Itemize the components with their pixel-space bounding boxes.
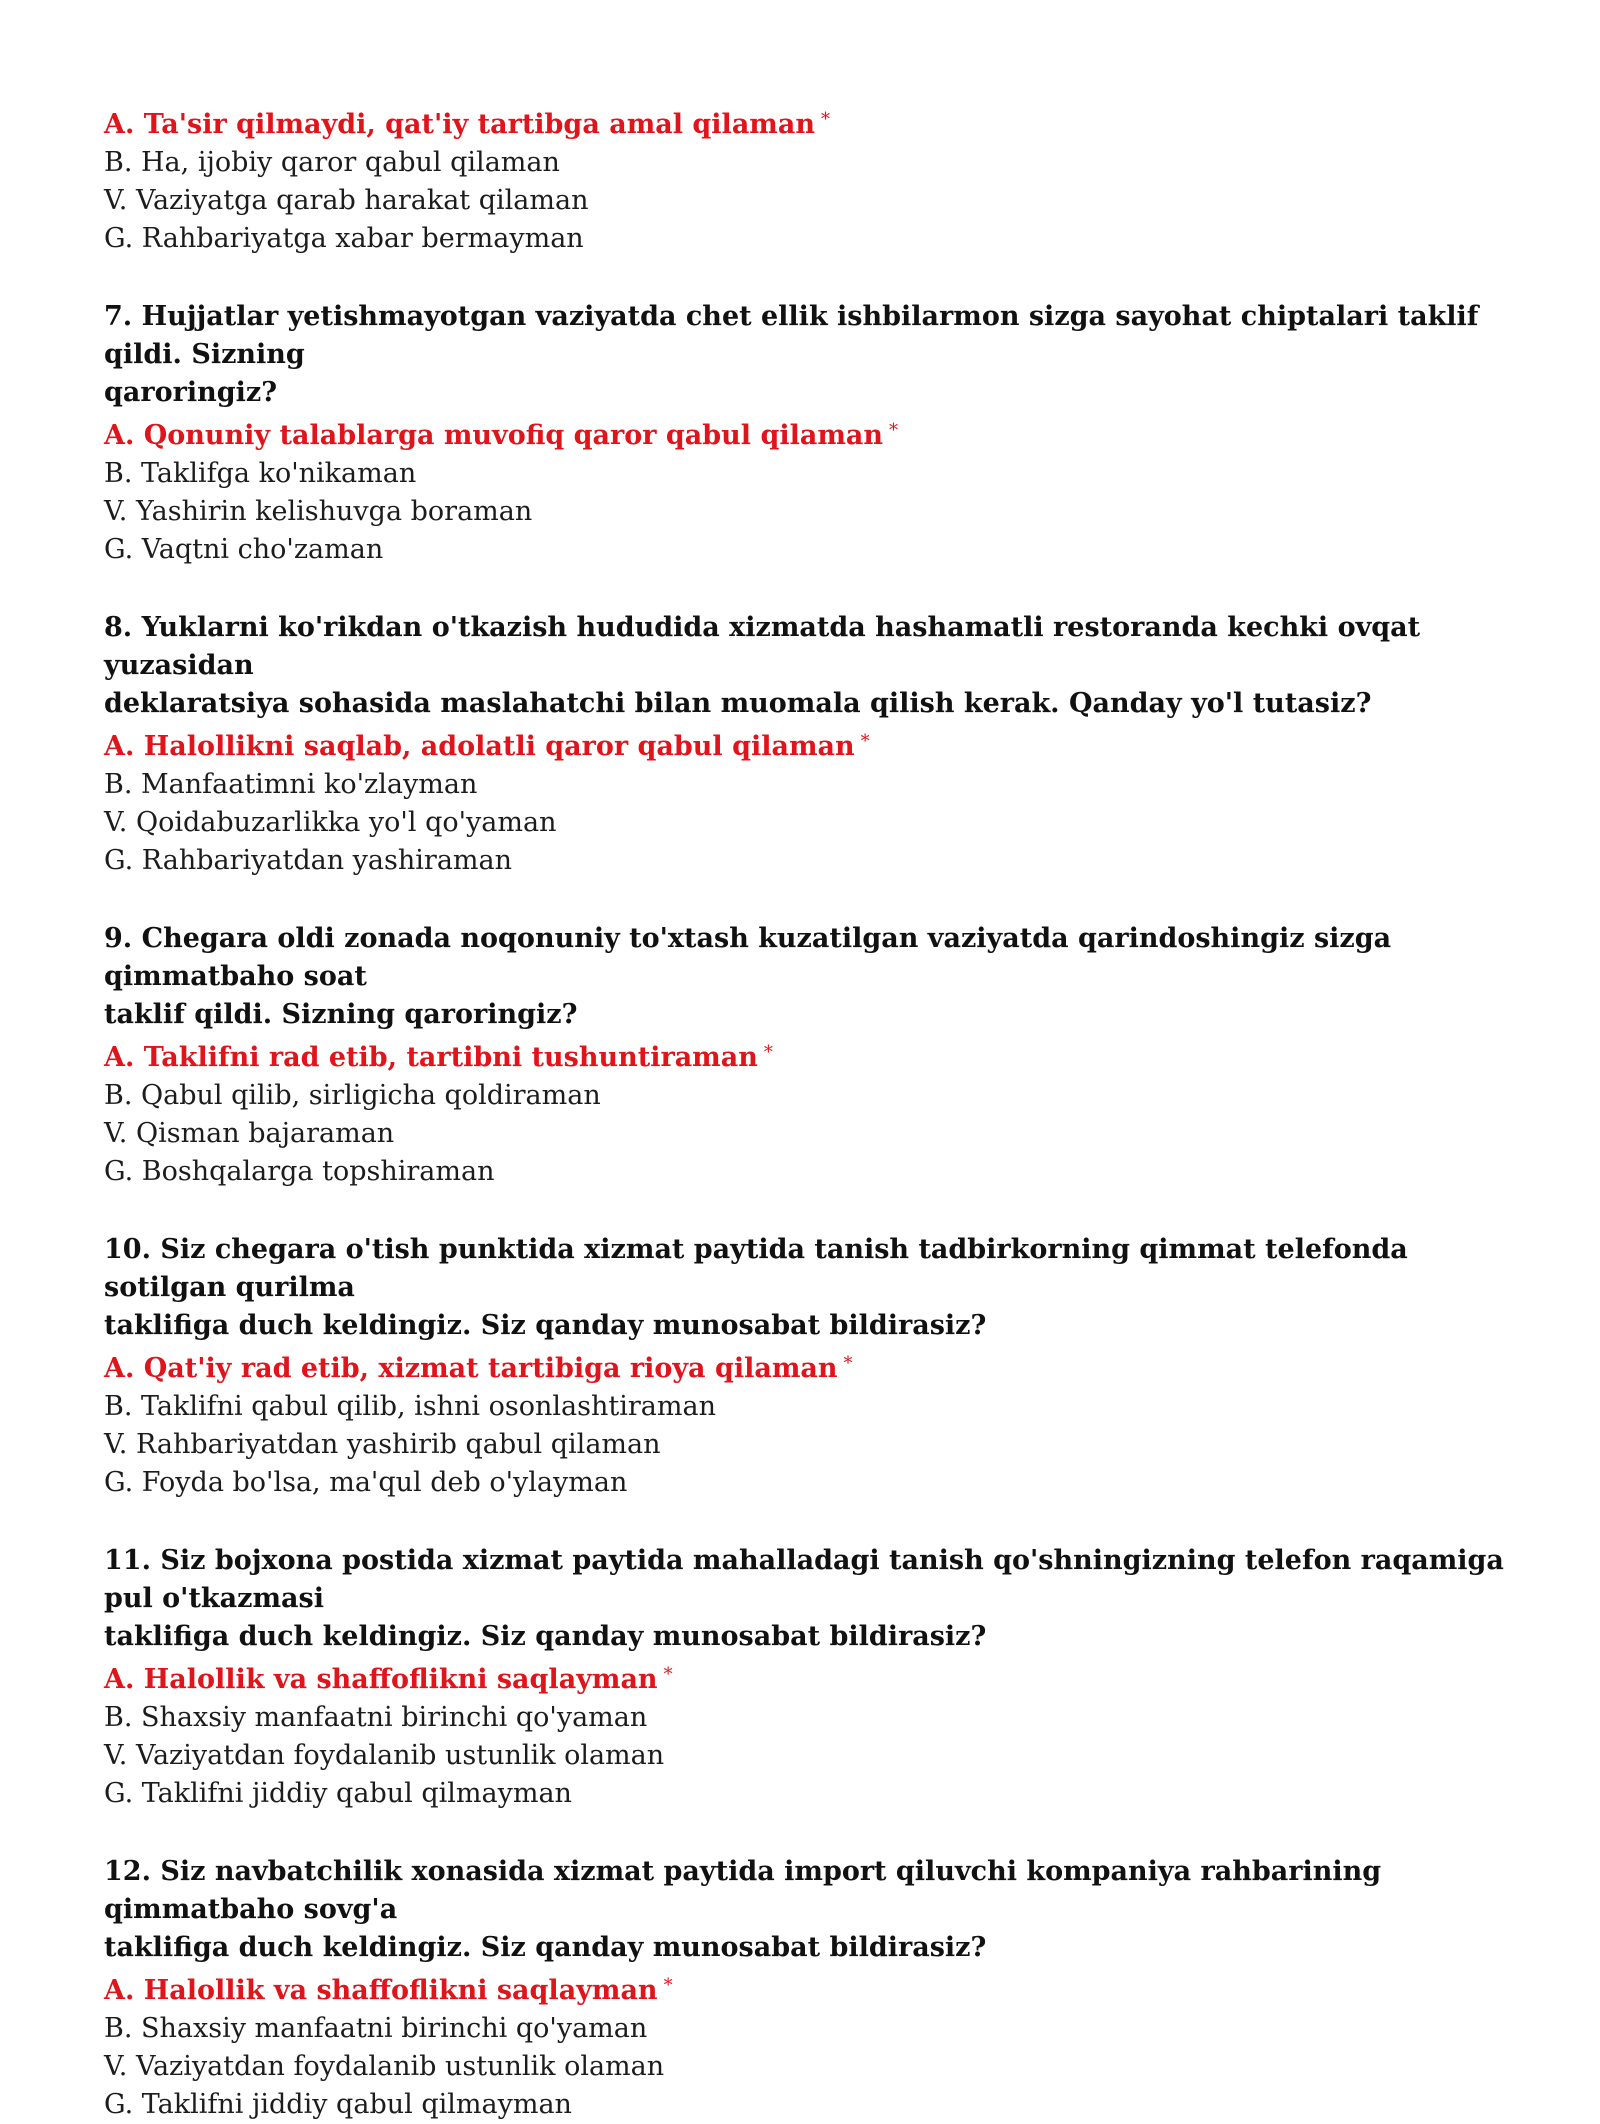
answer-option: B. Shaxsiy manfaatni birinchi qo'yaman xyxy=(104,2013,648,2044)
answer-option: G. Rahbariyatga xabar bermayman xyxy=(104,223,584,254)
question-line: taklifiga duch keldingiz. Siz qanday munosabat bildirasiz? xyxy=(104,1310,987,1341)
question-line: 11. Siz bojxona postida xizmat paytida mahalladagi tanish qo'shningizning telefon raqamiga pul o'tkazmasi xyxy=(104,1545,1504,1614)
question-line: 10. Siz chegara o'tish punktida xizmat paytida tanish tadbirkorning qimmat telefonda sotilgan qurilma xyxy=(104,1234,1408,1303)
question-line: deklaratsiya sohasida maslahatchi bilan muomala qilish kerak. Qanday yo'l tutasiz? xyxy=(104,688,1372,719)
question-block-8 xyxy=(104,609,1504,880)
answer-option: V. Vaziyatdan foydalanib ustunlik olaman xyxy=(104,2051,665,2082)
correct-answer: A. Taklifni rad etib, tartibni tushuntiraman * xyxy=(104,1042,773,1073)
question-line: 9. Chegara oldi zonada noqonuniy to'xtash kuzatilgan vaziyatda qarindoshingiz sizga qimmatbaho soat xyxy=(104,923,1392,992)
question-line: qaroringiz? xyxy=(104,377,278,408)
correct-answer: A. Halollik va shaffoflikni saqlayman * xyxy=(104,1975,673,2006)
question-text xyxy=(104,298,1504,412)
answer-option: B. Qabul qilib, sirligicha qoldiraman xyxy=(104,1080,601,1111)
question-text xyxy=(104,1231,1504,1345)
correct-mark: * xyxy=(763,1042,773,1063)
question-block-7 xyxy=(104,298,1504,569)
answer-option: B. Taklifni qabul qilib, ishni osonlashtiraman xyxy=(104,1391,716,1422)
answer-option: G. Rahbariyatdan yashiraman xyxy=(104,845,513,876)
correct-mark: * xyxy=(889,420,899,441)
answer-option: G. Taklifni jiddiy qabul qilmayman xyxy=(104,1778,572,1809)
question-block-6 xyxy=(104,101,1504,258)
question-line: 7. Hujjatlar yetishmayotgan vaziyatda chet ellik ishbilarmon sizga sayohat chiptalari taklif qildi. Sizning xyxy=(104,301,1479,370)
document-page xyxy=(104,101,1504,2124)
question-text xyxy=(104,609,1504,723)
answer-option: B. Taklifga ko'nikaman xyxy=(104,458,417,489)
answer-option: G. Vaqtni cho'zaman xyxy=(104,534,384,565)
question-line: 12. Siz navbatchilik xonasida xizmat paytida import qiluvchi kompaniya rahbarining qimmatbaho sovg'a xyxy=(104,1856,1382,1925)
question-line: taklif qildi. Sizning qaroringiz? xyxy=(104,999,578,1030)
question-line: 8. Yuklarni ko'rikdan o'tkazish hududida xizmatda hashamatli restoranda kechki ovqat yuzasidan xyxy=(104,612,1421,681)
question-block-11 xyxy=(104,1542,1504,1813)
answer-option: B. Manfaatimni ko'zlayman xyxy=(104,769,478,800)
answer-option: B. Ha, ijobiy qaror qabul qilaman xyxy=(104,147,560,178)
correct-answer: A. Qonuniy talablarga muvofiq qaror qabul qilaman * xyxy=(104,420,899,451)
correct-mark: * xyxy=(663,1664,673,1685)
correct-answer: A. Qat'iy rad etib, xizmat tartibiga rioya qilaman * xyxy=(104,1353,853,1384)
answer-option: V. Qoidabuzarlikka yo'l qo'yaman xyxy=(104,807,557,838)
answer-option: V. Vaziyatga qarab harakat qilaman xyxy=(104,185,589,216)
answer-option: V. Qisman bajaraman xyxy=(104,1118,395,1149)
question-text xyxy=(104,1853,1504,1967)
question-block-12 xyxy=(104,1853,1504,2124)
question-line: taklifiga duch keldingiz. Siz qanday munosabat bildirasiz? xyxy=(104,1621,987,1652)
answer-option: G. Taklifni jiddiy qabul qilmayman xyxy=(104,2089,572,2120)
correct-mark: * xyxy=(843,1353,853,1374)
correct-answer: A. Ta'sir qilmaydi, qat'iy tartibga amal qilaman * xyxy=(104,109,831,140)
question-text xyxy=(104,1542,1504,1656)
answer-option: B. Shaxsiy manfaatni birinchi qo'yaman xyxy=(104,1702,648,1733)
correct-answer: A. Halollik va shaffoflikni saqlayman * xyxy=(104,1664,673,1695)
correct-mark: * xyxy=(821,109,831,130)
answer-option: G. Foyda bo'lsa, ma'qul deb o'ylayman xyxy=(104,1467,628,1498)
answer-option: V. Vaziyatdan foydalanib ustunlik olaman xyxy=(104,1740,665,1771)
answer-option: V. Yashirin kelishuvga boraman xyxy=(104,496,533,527)
question-block-9 xyxy=(104,920,1504,1191)
correct-mark: * xyxy=(663,1975,673,1996)
question-line: taklifiga duch keldingiz. Siz qanday munosabat bildirasiz? xyxy=(104,1932,987,1963)
question-text xyxy=(104,920,1504,1034)
question-block-10 xyxy=(104,1231,1504,1502)
answer-option: G. Boshqalarga topshiraman xyxy=(104,1156,495,1187)
correct-mark: * xyxy=(860,731,870,752)
correct-answer: A. Halollikni saqlab, adolatli qaror qabul qilaman * xyxy=(104,731,870,762)
answer-option: V. Rahbariyatdan yashirib qabul qilaman xyxy=(104,1429,661,1460)
